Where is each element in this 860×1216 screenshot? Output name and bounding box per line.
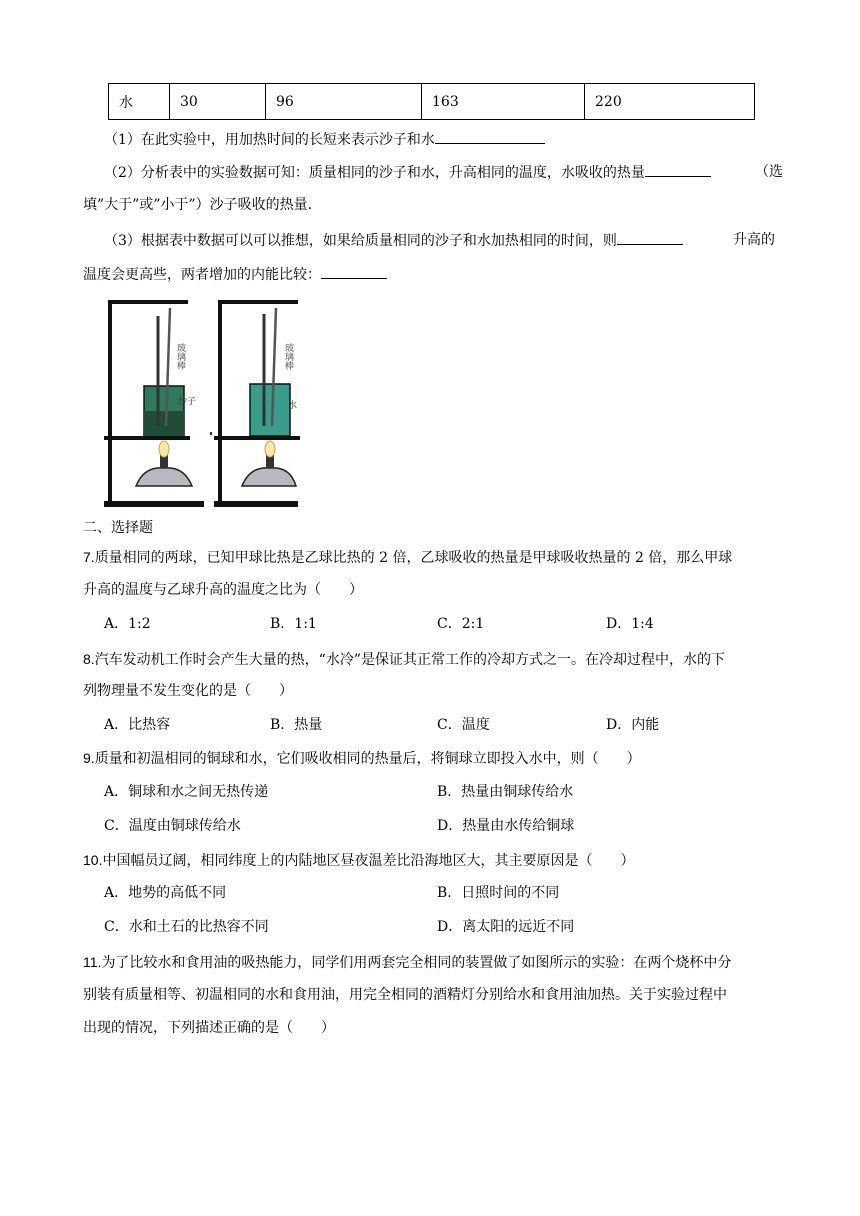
q8-option-c[interactable]: C．温度 (437, 717, 490, 733)
q7-option-d[interactable]: D．1:4 (606, 616, 654, 632)
data-table (108, 83, 755, 120)
q6-part2-line1: （2）分析表中的实验数据可知：质量相同的沙子和水，升高相同的温度，水吸收的热量 (104, 162, 711, 183)
q7-option-b[interactable]: B．1:1 (270, 616, 317, 632)
question-7-line1: 7.质量相同的两球，已知甲球比热是乙球比热的 2 倍，乙球吸收的热量是甲球吸收热量的 2 倍，那么甲球 (83, 549, 733, 566)
label-glass-rod-left: 玻璃棒 (175, 343, 185, 370)
question-11-line2: 别装有质量相等、初温相同的水和食用油，用完全相同的酒精灯分别给水和食用油加热。关于实验过程中 (83, 987, 727, 1003)
question-11-line3: 出现的情况，下列描述正确的是（ ） (83, 1020, 335, 1036)
q8-option-a[interactable]: A．比热容 (104, 717, 171, 733)
table-cell: 163 (422, 84, 585, 120)
alcohol-lamp (136, 468, 192, 486)
q10-option-a[interactable]: A．地势的高低不同 (104, 885, 227, 901)
q10-option-b[interactable]: B．日照时间的不同 (437, 885, 560, 901)
answer-blank (645, 162, 711, 177)
q6-part3-line1: （3）根据表中数据可以可以推想，如果给质量相同的沙子和水加热相同的时间，则 (104, 230, 683, 251)
answer-blank (321, 264, 387, 279)
answer-blank (617, 230, 683, 245)
sand-fill (144, 411, 184, 436)
left-apparatus (104, 300, 204, 507)
q9-option-b[interactable]: B．热量由铜球传给水 (437, 784, 574, 800)
label-sand: 沙子 (178, 397, 197, 407)
table-cell: 220 (585, 84, 755, 120)
q6-part1: （1）在此实验中，用加热时间的长短来表示沙子和水 (104, 129, 545, 150)
question-9-line1: 9.质量和初温相同的铜球和水，它们吸收相同的热量后，将铜球立即投入水中，则（ ） (83, 750, 641, 767)
q9-option-c[interactable]: C．温度由铜球传给水 (104, 818, 241, 834)
table-cell: 30 (170, 84, 266, 120)
question-10-line1: 10.中国幅员辽阔，相同纬度上的内陆地区昼夜温差比沿海地区大，其主要原因是（ ） (83, 852, 635, 869)
q7-option-a[interactable]: A．1:2 (104, 616, 151, 632)
q7-option-c[interactable]: C．2:1 (437, 616, 485, 632)
label-water: 水 (288, 401, 298, 411)
q10-option-d[interactable]: D．离太阳的远近不同 (437, 919, 575, 935)
label-glass-rod-right: 玻璃棒 (283, 343, 293, 370)
experiment-figure (100, 296, 300, 512)
beaker-water (250, 384, 290, 436)
table-cell: 水 (109, 84, 170, 120)
q6-part2-tail: （选 (755, 164, 783, 180)
q9-option-a[interactable]: A．铜球和水之间无热传递 (104, 784, 269, 800)
q6-part2-line2: 填”大于”或”小于”）沙子吸收的热量. (83, 197, 313, 213)
question-8-line1: 8.汽车发动机工作时会产生大量的热，“水冷”是保证其正常工作的冷却方式之一。在冷却过程中，水的下 (83, 651, 725, 668)
q9-option-d[interactable]: D．热量由水传给铜球 (437, 818, 575, 834)
q6-part3-tail: 升高的 (733, 232, 775, 248)
question-8-line2: 列物理量不发生变化的是（ ） (83, 683, 293, 699)
question-7-line2: 升高的温度与乙球升高的温度之比为（ ） (83, 582, 363, 598)
answer-blank (435, 129, 545, 144)
q10-option-c[interactable]: C．水和土石的比热容不同 (104, 919, 269, 935)
question-11-line1: 11.为了比较水和食用油的吸热能力，同学们用两套完全相同的装置做了如图所示的实验：在两个烧杯中分 (83, 954, 732, 971)
q6-part3-line2: 温度会更高些，两者增加的内能比较： (83, 264, 387, 285)
right-apparatus (214, 300, 300, 507)
table-cell: 96 (266, 84, 422, 120)
q8-option-b[interactable]: B．热量 (270, 717, 323, 733)
table-row (109, 84, 755, 120)
alcohol-lamp (242, 468, 296, 486)
section-title: 二、选择题 (83, 520, 153, 536)
q8-option-d[interactable]: D．内能 (606, 717, 660, 733)
